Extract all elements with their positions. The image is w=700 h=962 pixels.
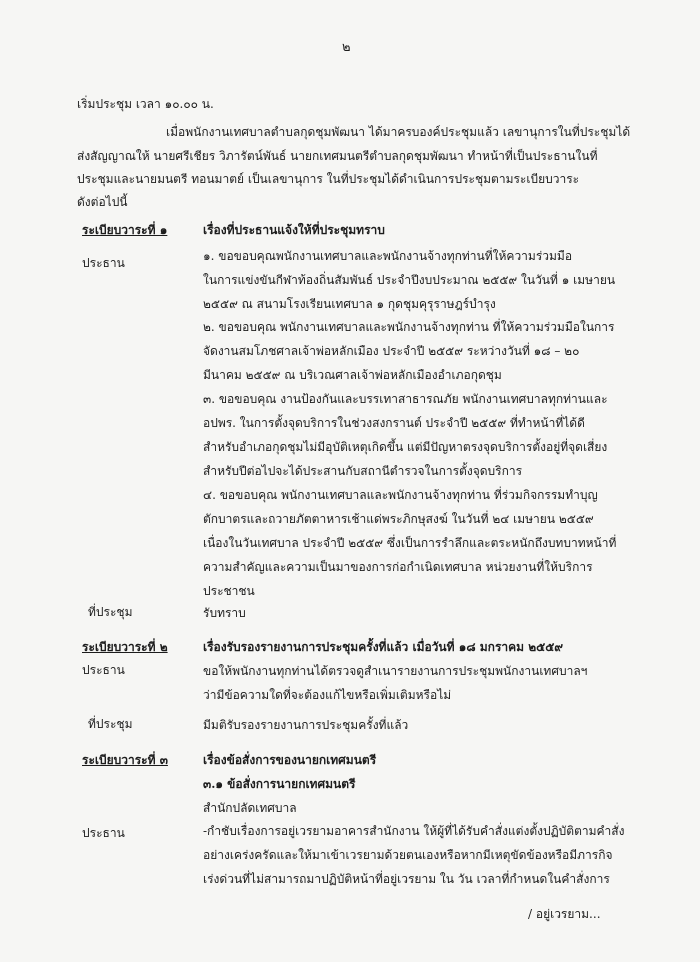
agenda-3-title: เรื่องข้อสั่งการของนายกเทศมนตรี [203, 753, 377, 767]
agenda-2-resolution: มีมติรับรองรายงานการประชุมครั้งที่แล้ว [203, 718, 409, 732]
agenda-1-line: จัดงานสมโภชศาลเจ้าพ่อหลักเมือง ประจำปี ๒๕๕๙ ระหว่างวันที่ ๑๘ – ๒๐ [203, 344, 580, 358]
agenda-1-line: ความสำคัญและความเป็นมาของการก่อกำเนิดเทศบาล หน่วยงานที่ให้บริการ [203, 560, 593, 574]
agenda-3-office: สำนักปลัดเทศบาล [203, 801, 297, 815]
agenda-1-line: ๒. ขอขอบคุณ พนักงานเทศบาลและพนักงานจ้างทุกท่าน ที่ให้ความร่วมมือในการ [203, 320, 615, 334]
agenda-1-line: ๒๕๕๙ ณ สนามโรงเรียนเทศบาล ๑ กุดชุมคุรุราษฎร์บำรุง [203, 297, 496, 311]
agenda-3-subtitle: ๓.๑ ข้อสั่งการนายกเทศมนตรี [203, 777, 356, 791]
agenda-3-line: อย่างเคร่งครัดและให้มาเข้าเวรยามด้วยตนเองหรือหากมีเหตุขัดข้องหรือมีภารกิจ [203, 848, 613, 862]
agenda-1-label: ระเบียบวาระที่ ๑ [82, 223, 168, 237]
agenda-3-line: -กำชับเรื่องการอยู่เวรยามอาคารสำนักงาน ให้ผู้ที่ได้รับคำสั่งแต่งตั้งปฏิบัติตามคำสั่ง [203, 824, 625, 838]
agenda-1-line: ประชาชน [203, 584, 255, 598]
agenda-1-line: เนื่องในวันเทศบาล ประจำปี ๒๕๕๙ ซึ่งเป็นการรำลึกและตระหนักถึงบทบาทหน้าที่ [203, 536, 617, 550]
agenda-3-line: เร่งด่วนที่ไม่สามารถมาปฏิบัติหน้าที่อยู่เวรยาม ใน วัน เวลาที่กำหนดในคำสั่งการ [203, 872, 610, 886]
agenda-2-assembly: ที่ประชุม [88, 717, 133, 731]
agenda-3-label: ระเบียบวาระที่ ๓ [82, 753, 168, 767]
agenda-1-title: เรื่องที่ประธานแจ้งให้ที่ประชุมทราบ [203, 223, 385, 237]
agenda-2-label: ระเบียบวาระที่ ๒ [82, 640, 168, 654]
agenda-3-speaker: ประธาน [82, 826, 125, 840]
intro-line: ดังต่อไปนี้ [77, 195, 128, 209]
continuation-marker: / อยู่เวรยาม... [528, 907, 601, 921]
agenda-2-line: ขอให้พนักงานทุกท่านได้ตรวจดูสำเนารายงานการประชุมพนักงานเทศบาลฯ [203, 664, 588, 678]
agenda-1-line: ในการแข่งขันกีฬาท้องถิ่นสัมพันธ์ ประจำปีงบประมาณ ๒๕๕๙ ในวันที่ ๑ เมษายน [203, 273, 616, 287]
meeting-start-time: เริ่มประชุม เวลา ๑๐.๐๐ น. [77, 97, 214, 111]
intro-line: ประชุมและนายมนตรี ทอนมาตย์ เป็นเลขานุการ ในที่ประชุมได้ดำเนินการประชุมตามระเบียบวาระ [77, 172, 580, 186]
agenda-1-line: มีนาคม ๒๕๕๙ ณ บริเวณศาลเจ้าพ่อหลักเมืองอำเภอกุดชุม [203, 368, 502, 382]
agenda-1-line: ตักบาตรและถวายภัตตาหารเช้าแด่พระภิกษุสงฆ์ ในวันที่ ๒๔ เมษายน ๒๕๕๙ [203, 512, 594, 526]
agenda-1-assembly: ที่ประชุม [88, 605, 133, 619]
agenda-1-line: อปพร. ในการตั้งจุดบริการในช่วงสงกรานต์ ประจำปี ๒๕๕๙ ที่ทำหน้าที่ได้ดี [203, 416, 585, 430]
agenda-2-title: เรื่องรับรองรายงานการประชุมครั้งที่แล้ว เมื่อวันที่ ๑๘ มกราคม ๒๕๕๙ [203, 640, 564, 654]
agenda-1-line: ๓. ขอขอบคุณ งานป้องกันและบรรเทาสาธารณภัย พนักงานเทศบาลทุกท่านและ [203, 392, 608, 406]
agenda-2-speaker: ประธาน [82, 663, 125, 677]
page-number: ๒ [342, 40, 351, 55]
agenda-1-resolution: รับทราบ [203, 606, 246, 620]
agenda-1-speaker: ประธาน [82, 256, 125, 270]
agenda-1-line: สำหรับอำเภอกุดชุมไม่มีอุบัติเหตุเกิดขึ้น แต่มีปัญหาตรงจุดบริการตั้งอยู่ที่จุดเสี่ยง [203, 440, 608, 454]
intro-line: ส่งสัญญาณให้ นายศรีเชียร วิภารัตน์พันธ์ นายกเทศมนตรีตำบลกุดชุมพัฒนา ทำหน้าที่เป็นประธานในที่ [77, 149, 598, 163]
agenda-1-line: สำหรับปีต่อไปจะได้ประสานกับสถานีตำรวจในการตั้งจุดบริการ [203, 464, 523, 478]
intro-line: เมื่อพนักงานเทศบาลตำบลกุดชุมพัฒนา ได้มาครบองค์ประชุมแล้ว เลขานุการในที่ประชุมได้ [166, 125, 631, 139]
agenda-2-line: ว่ามีข้อความใดที่จะต้องแก้ไขหรือเพิ่มเติมหรือไม่ [203, 688, 452, 702]
agenda-1-line: ๔. ขอขอบคุณ พนักงานเทศบาลและพนักงานจ้างทุกท่าน ที่ร่วมกิจกรรมทำบุญ [203, 488, 598, 502]
agenda-1-line: ๑. ขอขอบคุณพนักงานเทศบาลและพนักงานจ้างทุกท่านที่ให้ความร่วมมือ [203, 249, 573, 263]
